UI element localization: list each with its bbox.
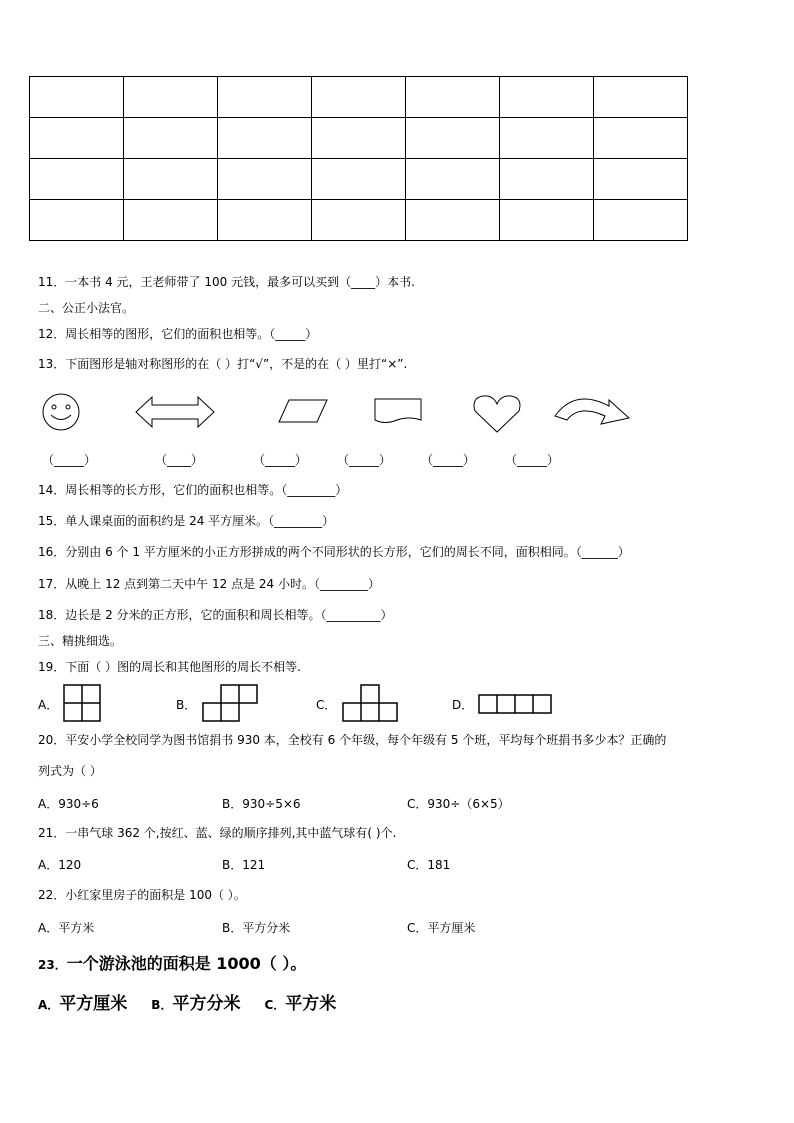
q19-figure-b: [201, 684, 261, 724]
q22-option-a[interactable]: A．平方米: [38, 921, 95, 935]
q20-option-b[interactable]: B．930÷5×6: [222, 797, 301, 811]
double-arrow-icon: [134, 395, 216, 429]
grid-cell[interactable]: [30, 159, 124, 200]
q21-option-b[interactable]: B．121: [222, 858, 266, 872]
q22-option-c[interactable]: C．平方厘米: [407, 921, 476, 935]
q21-option-c[interactable]: C．181: [407, 858, 451, 872]
q23-options: [38, 993, 336, 1015]
question-19: 19．下面（ ）图的周长和其他图形的周长不相等.: [38, 660, 301, 674]
flag-shape-icon: [373, 396, 425, 426]
grid-cell[interactable]: [312, 200, 406, 241]
q20-option-a[interactable]: A．930÷6: [38, 797, 99, 811]
q20-option-c[interactable]: C．930÷（6×5）: [407, 797, 510, 811]
section-3-heading: 三、精挑细选。: [38, 634, 123, 648]
grid-cell[interactable]: [30, 118, 124, 159]
grid-cell[interactable]: [124, 118, 218, 159]
q13-blank-5[interactable]: （_____）: [421, 453, 476, 467]
grid-row: [30, 118, 688, 159]
grid-cell[interactable]: [500, 118, 594, 159]
grid-cell[interactable]: [30, 77, 124, 118]
question-23-text: 一个游泳池的面积是 1000（ ）。: [66, 954, 307, 973]
grid-cell[interactable]: [406, 77, 500, 118]
q23-option-b-text[interactable]: 平方分米: [172, 994, 241, 1014]
grid-cell[interactable]: [218, 118, 312, 159]
grid-cell[interactable]: [218, 159, 312, 200]
q23-option-a-letter[interactable]: A．: [38, 998, 60, 1012]
q23-option-c-text[interactable]: 平方米: [285, 994, 337, 1014]
grid-cell[interactable]: [406, 159, 500, 200]
parallelogram-icon: [277, 398, 329, 424]
grid-cell[interactable]: [406, 200, 500, 241]
question-21: 21．一串气球 362 个,按红、蓝、绿的顺序排列,其中蓝气球有( )个.: [38, 826, 397, 840]
grid-cell[interactable]: [218, 200, 312, 241]
question-20-line-2: 列式为（ ）: [38, 764, 102, 778]
question-14: 14．周长相等的长方形，它们的面积也相等。（________）: [38, 483, 348, 497]
curved-arrow-icon: [553, 390, 633, 428]
q21-option-a[interactable]: A．120: [38, 858, 82, 872]
q23-option-a-text[interactable]: 平方厘米: [59, 994, 128, 1014]
grid-cell[interactable]: [406, 118, 500, 159]
grid-cell[interactable]: [594, 200, 688, 241]
question-16: 16．分别由 6 个 1 平方厘米的小正方形拼成的两个不同形状的长方形，它们的周长不同，面积相同。（______）: [38, 545, 630, 559]
question-20-line-1: 20．平安小学全校同学为图书馆捐书 930 本，全校有 6 个年级，每个年级有 5 个班，平均每个班捐书多少本？正确的: [38, 733, 667, 747]
grid-cell[interactable]: [312, 118, 406, 159]
question-17: 17．从晚上 12 点到第二天中午 12 点是 24 小时。（________）: [38, 577, 380, 591]
grid-cell[interactable]: [500, 77, 594, 118]
question-18: 18．边长是 2 分米的正方形，它的面积和周长相等。（_________）: [38, 608, 393, 622]
question-15: 15．单人课桌面的面积约是 24 平方厘米。（________）: [38, 514, 335, 528]
question-22: 22．小红家里房子的面积是 100（ ）。: [38, 888, 246, 902]
grid-cell[interactable]: [124, 77, 218, 118]
q23-option-b-letter[interactable]: B．: [151, 998, 173, 1012]
grid-row: [30, 77, 688, 118]
q23-option-c-letter[interactable]: C．: [264, 998, 286, 1012]
q22-option-b[interactable]: B．平方分米: [222, 921, 291, 935]
grid-cell[interactable]: [594, 159, 688, 200]
question-12: 12．周长相等的图形，它们的面积也相等。（_____）: [38, 327, 318, 341]
q13-blank-2[interactable]: （____）: [155, 453, 204, 467]
grid-cell[interactable]: [312, 159, 406, 200]
question-11: 11．一本书 4 元，王老师带了 100 元钱，最多可以买到（____）本书.: [38, 275, 415, 289]
grid-row: [30, 159, 688, 200]
q19-option-c-label[interactable]: C．: [316, 698, 337, 712]
grid-cell[interactable]: [312, 77, 406, 118]
question-13: 13．下面图形是轴对称图形的在（ ）打“√”，不是的在（ ）里打“×”.: [38, 357, 408, 371]
question-23: [38, 954, 306, 974]
section-2-heading: 二、公正小法官。: [38, 301, 135, 315]
q19-figure-a: [63, 684, 103, 724]
q13-blank-1[interactable]: （_____）: [42, 453, 97, 467]
q19-figure-c: [341, 684, 401, 724]
grid-cell[interactable]: [594, 77, 688, 118]
q13-blank-6[interactable]: （_____）: [505, 453, 560, 467]
answer-grid: [29, 76, 688, 241]
grid-cell[interactable]: [124, 200, 218, 241]
question-23-number: 23．: [38, 958, 67, 972]
grid-cell[interactable]: [124, 159, 218, 200]
heart-icon: [471, 394, 523, 434]
grid-cell[interactable]: [500, 200, 594, 241]
q19-option-d-label[interactable]: D．: [452, 698, 474, 712]
grid-cell[interactable]: [500, 159, 594, 200]
smiley-face-icon: [40, 393, 82, 431]
q19-option-b-label[interactable]: B．: [176, 698, 197, 712]
q19-figure-d: [478, 694, 554, 716]
grid-cell[interactable]: [30, 200, 124, 241]
grid-row: [30, 200, 688, 241]
q13-blank-4[interactable]: （_____）: [337, 453, 392, 467]
q13-blank-3[interactable]: （_____）: [253, 453, 308, 467]
grid-cell[interactable]: [594, 118, 688, 159]
q19-option-a-label[interactable]: A．: [38, 698, 59, 712]
grid-cell[interactable]: [218, 77, 312, 118]
